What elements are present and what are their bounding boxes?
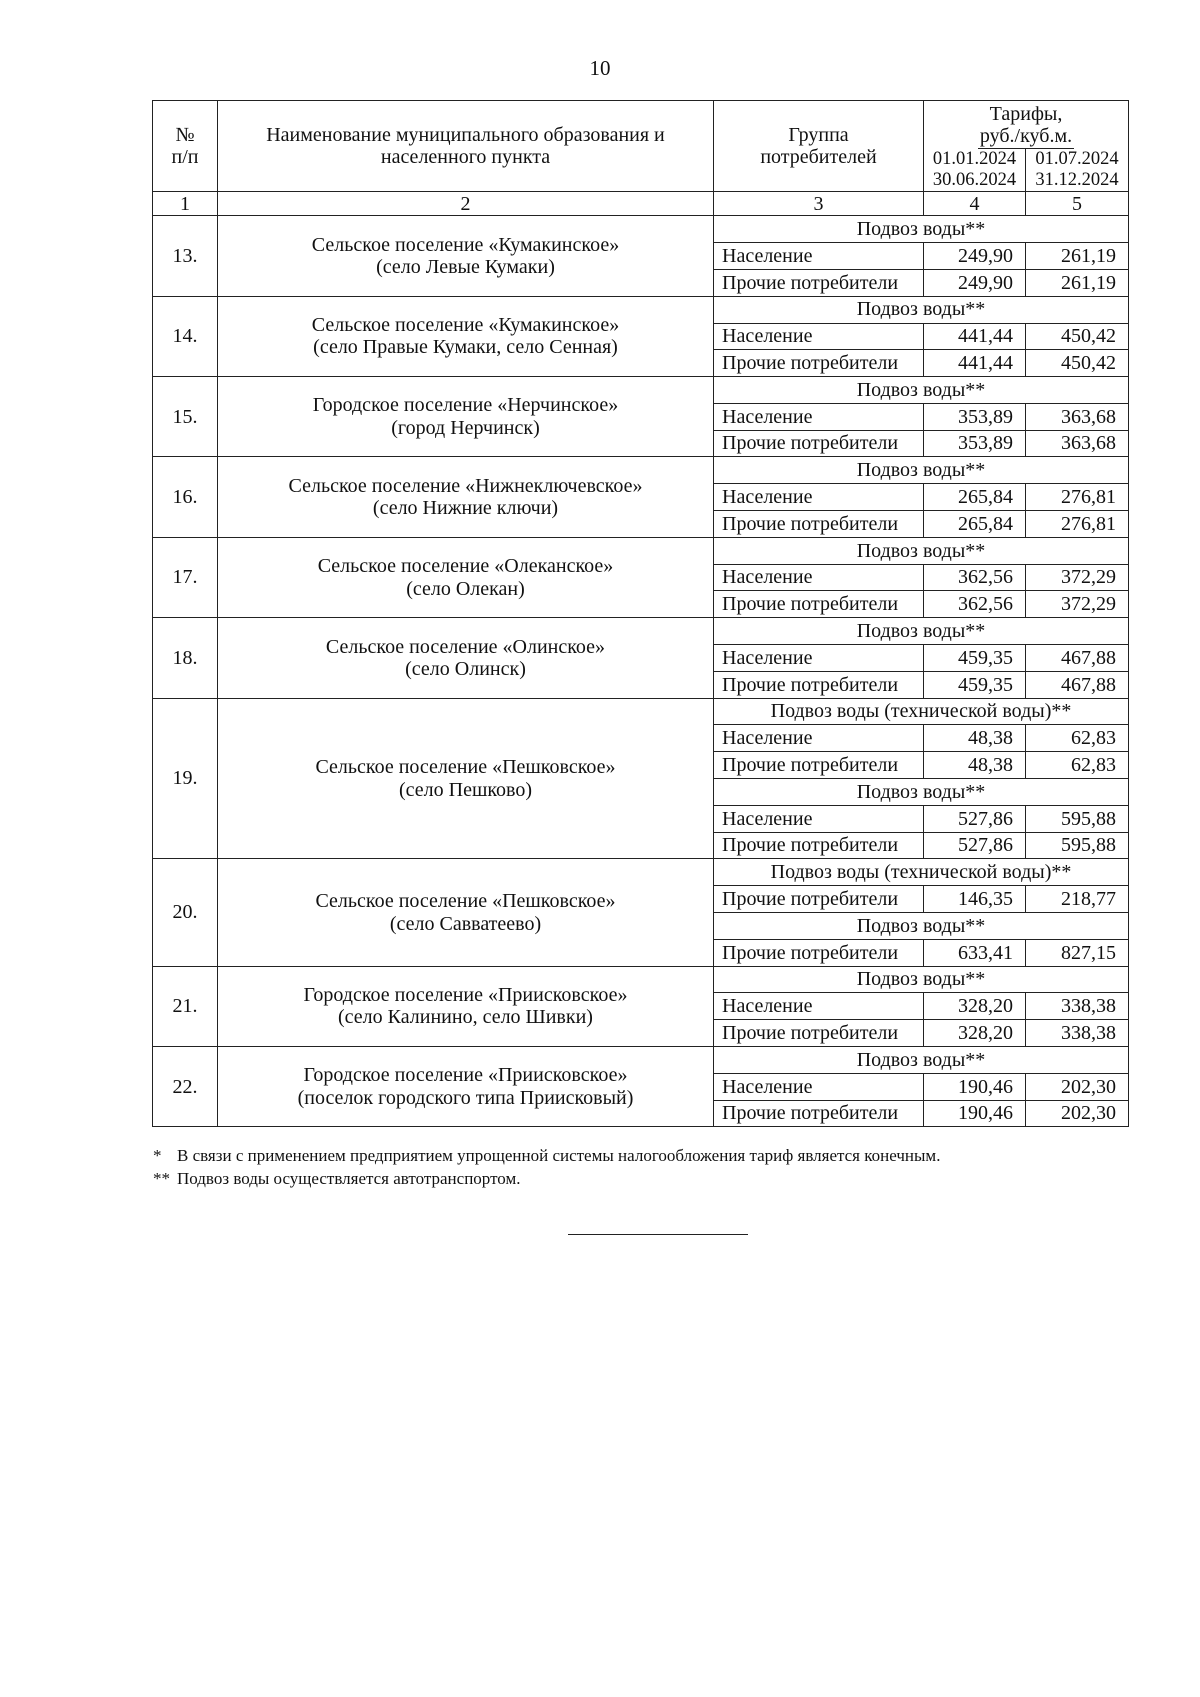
header-row-1 [153, 101, 1129, 149]
tariff-h1-2024: 190,46 [924, 1100, 1026, 1127]
entry-number: 17. [153, 537, 218, 617]
table-body [153, 216, 1129, 1127]
tariff-h2-2024: 827,15 [1026, 939, 1129, 966]
tariff-table [152, 100, 1129, 1127]
tariff-h2-2024: 467,88 [1026, 671, 1129, 698]
consumer-group: Прочие потребители [714, 832, 924, 859]
tariff-h1-2024: 48,38 [924, 752, 1026, 779]
entry-name-line: (село Савватеево) [389, 912, 542, 935]
period-2-end: 31.12.2024 [1035, 170, 1119, 191]
column-number: 1 [153, 192, 218, 216]
tariff-h2-2024: 595,88 [1026, 832, 1129, 859]
service-title: Подвоз воды** [714, 296, 1129, 323]
consumer-group: Прочие потребители [714, 1100, 924, 1127]
consumer-group: Прочие потребители [714, 886, 924, 913]
service-title: Подвоз воды (технической воды)** [714, 698, 1129, 725]
entry-name-line: (город Нерчинск) [391, 416, 540, 439]
tariff-h1-2024: 265,84 [924, 484, 1026, 511]
footnote-text: Подвоз воды осуществляется автотранспортом. [177, 1169, 521, 1189]
column-number: 4 [924, 192, 1026, 216]
tariff-h1-2024: 441,44 [924, 350, 1026, 377]
consumer-group: Население [714, 403, 924, 430]
entry-name [218, 966, 714, 1046]
consumer-group: Прочие потребители [714, 430, 924, 457]
consumer-group: Население [714, 645, 924, 672]
tariff-h2-2024: 338,38 [1026, 993, 1129, 1020]
column-number: 5 [1026, 192, 1129, 216]
service-title: Подвоз воды** [714, 457, 1129, 484]
entry-name-line: Сельское поселение «Нижнеключевское» [288, 474, 643, 497]
tariff-h1-2024: 249,90 [924, 243, 1026, 270]
consumer-group: Прочие потребители [714, 591, 924, 618]
header-tariffs-unit: руб./куб.м. [979, 125, 1073, 148]
tariff-h2-2024: 261,19 [1026, 243, 1129, 270]
header-group-line: Группа [788, 123, 849, 146]
entry-name [218, 1047, 714, 1127]
header-name-line: населенного пункта [380, 146, 551, 169]
tariff-h2-2024: 372,29 [1026, 591, 1129, 618]
consumer-group: Прочие потребители [714, 671, 924, 698]
period-1-end: 30.06.2024 [932, 170, 1017, 191]
footnote-mark: * [153, 1146, 162, 1165]
consumer-group: Население [714, 993, 924, 1020]
block-title-row [153, 457, 1129, 484]
service-title: Подвоз воды** [714, 966, 1129, 993]
tariff-h1-2024: 190,46 [924, 1073, 1026, 1100]
entry-number: 18. [153, 618, 218, 698]
consumer-group: Население [714, 805, 924, 832]
entry-name [218, 377, 714, 457]
header-group [714, 101, 924, 192]
entry-number: 20. [153, 859, 218, 966]
consumer-group: Население [714, 564, 924, 591]
tariff-h2-2024: 218,77 [1026, 886, 1129, 913]
block-title-row [153, 296, 1129, 323]
consumer-group: Население [714, 243, 924, 270]
tariff-h2-2024: 363,68 [1026, 403, 1129, 430]
service-title: Подвоз воды** [714, 913, 1129, 940]
service-title: Подвоз воды (технической воды)** [714, 859, 1129, 886]
end-rule [568, 1234, 748, 1235]
entry-number: 14. [153, 296, 218, 376]
column-number-row [153, 192, 1129, 216]
entry-number: 13. [153, 216, 218, 296]
tariff-h1-2024: 146,35 [924, 886, 1026, 913]
entry-name-line: (село Левые Кумаки) [376, 256, 555, 278]
tariff-h2-2024: 450,42 [1026, 323, 1129, 350]
tariff-h2-2024: 261,19 [1026, 269, 1129, 296]
tariff-h2-2024: 363,68 [1026, 430, 1129, 457]
service-title: Подвоз воды** [714, 377, 1129, 404]
tariff-h2-2024: 372,29 [1026, 564, 1129, 591]
entry-name-line: (село Нижние ключи) [372, 497, 559, 520]
entry-number: 22. [153, 1047, 218, 1127]
block-title-row [153, 537, 1129, 564]
entry-number: 19. [153, 698, 218, 859]
header-group-line: потребителей [760, 146, 877, 169]
header-tariffs-title: Тарифы, [989, 103, 1063, 125]
service-title: Подвоз воды** [714, 618, 1129, 645]
entry-number: 15. [153, 377, 218, 457]
entry-name-line: Сельское поселение «Олинское» [325, 635, 606, 658]
entry-name-line: Сельское поселение «Пешковское» [315, 756, 616, 779]
tariff-h1-2024: 459,35 [924, 671, 1026, 698]
header-num-line: № [175, 123, 195, 146]
block-title-row [153, 216, 1129, 243]
service-title: Подвоз воды** [714, 537, 1129, 564]
entry-name-line: Городское поселение «Приисковское» [303, 1064, 628, 1087]
entry-name-line: (село Олинск) [405, 657, 526, 680]
footnote-mark: ** [153, 1169, 170, 1189]
entry-name-line: Сельское поселение «Олеканское» [317, 555, 614, 578]
entry-name [218, 296, 714, 376]
header-name [218, 101, 714, 192]
entry-number: 16. [153, 457, 218, 537]
entry-name-line: Сельское поселение «Пешковское» [315, 890, 616, 913]
tariff-h1-2024: 633,41 [924, 939, 1026, 966]
header-name-line: Наименование муниципального образования и [266, 123, 665, 146]
entry-name-line: Городское поселение «Приисковское» [303, 983, 628, 1006]
block-title-row [153, 377, 1129, 404]
consumer-group: Прочие потребители [714, 511, 924, 538]
footnote [153, 1144, 940, 1167]
entry-name-line: (село Правые Кумаки, село Сенная) [313, 336, 618, 359]
consumer-group: Население [714, 1073, 924, 1100]
tariff-h2-2024: 595,88 [1026, 805, 1129, 832]
footnote-text: В связи с применением предприятием упрощенной системы налогообложения тариф является конечным. [177, 1146, 941, 1165]
consumer-group: Прочие потребители [714, 269, 924, 296]
tariff-h1-2024: 265,84 [924, 511, 1026, 538]
period-2-start: 01.07.2024 [1035, 148, 1119, 169]
entry-number: 21. [153, 966, 218, 1046]
tariff-h2-2024: 338,38 [1026, 1020, 1129, 1047]
tariff-h2-2024: 450,42 [1026, 350, 1129, 377]
entry-name [218, 537, 714, 617]
entry-name-line: (село Пешково) [398, 778, 533, 801]
entry-name [218, 457, 714, 537]
period-1-start: 01.01.2024 [932, 148, 1017, 169]
consumer-group: Прочие потребители [714, 939, 924, 966]
tariff-h1-2024: 527,86 [924, 805, 1026, 832]
header-num [153, 101, 218, 192]
tariff-h1-2024: 362,56 [924, 591, 1026, 618]
entry-name [218, 698, 714, 859]
entry-name-line: (село Олекан) [406, 577, 525, 600]
column-number: 2 [218, 192, 714, 216]
tariff-h2-2024: 276,81 [1026, 484, 1129, 511]
page-number: 10 [589, 56, 611, 80]
block-title-row [153, 1047, 1129, 1074]
tariff-h1-2024: 353,89 [924, 403, 1026, 430]
header-tariffs [924, 101, 1129, 149]
block-title-row [153, 859, 1129, 886]
header-period-1 [924, 149, 1026, 192]
tariff-h1-2024: 328,20 [924, 1020, 1026, 1047]
consumer-group: Население [714, 323, 924, 350]
entry-name-line: (село Калинино, село Шивки) [338, 1006, 593, 1029]
entry-name [218, 859, 714, 966]
consumer-group: Население [714, 725, 924, 752]
block-title-row [153, 618, 1129, 645]
entry-name-line: (поселок городского типа Приисковый) [297, 1086, 634, 1109]
tariff-h1-2024: 353,89 [924, 430, 1026, 457]
entry-name-line: Сельское поселение «Кумакинское» [311, 314, 620, 336]
tariff-h1-2024: 249,90 [924, 269, 1026, 296]
header-period-2 [1026, 149, 1129, 192]
entry-name-line: Городское поселение «Нерчинское» [312, 394, 619, 417]
consumer-group: Население [714, 484, 924, 511]
entry-name-line: Сельское поселение «Кумакинское» [311, 233, 620, 256]
tariff-h2-2024: 62,83 [1026, 752, 1129, 779]
tariff-h1-2024: 527,86 [924, 832, 1026, 859]
footnotes [153, 1144, 940, 1191]
tariff-h2-2024: 202,30 [1026, 1073, 1129, 1100]
tariff-h2-2024: 202,30 [1026, 1100, 1129, 1127]
service-title: Подвоз воды** [714, 779, 1129, 806]
tariff-h2-2024: 276,81 [1026, 511, 1129, 538]
tariff-h1-2024: 459,35 [924, 645, 1026, 672]
tariff-h1-2024: 441,44 [924, 323, 1026, 350]
consumer-group: Прочие потребители [714, 752, 924, 779]
tariff-h1-2024: 328,20 [924, 993, 1026, 1020]
service-title: Подвоз воды** [714, 216, 1129, 243]
entry-name [218, 618, 714, 698]
tariff-h2-2024: 62,83 [1026, 725, 1129, 752]
entry-name [218, 216, 714, 296]
column-number: 3 [714, 192, 924, 216]
tariff-h2-2024: 467,88 [1026, 645, 1129, 672]
block-title-row [153, 966, 1129, 993]
tariff-h1-2024: 48,38 [924, 725, 1026, 752]
consumer-group: Прочие потребители [714, 350, 924, 377]
service-title: Подвоз воды** [714, 1047, 1129, 1074]
block-title-row [153, 698, 1129, 725]
footnote [153, 1167, 940, 1190]
header-num-line: п/п [171, 146, 199, 169]
consumer-group: Прочие потребители [714, 1020, 924, 1047]
tariff-h1-2024: 362,56 [924, 564, 1026, 591]
